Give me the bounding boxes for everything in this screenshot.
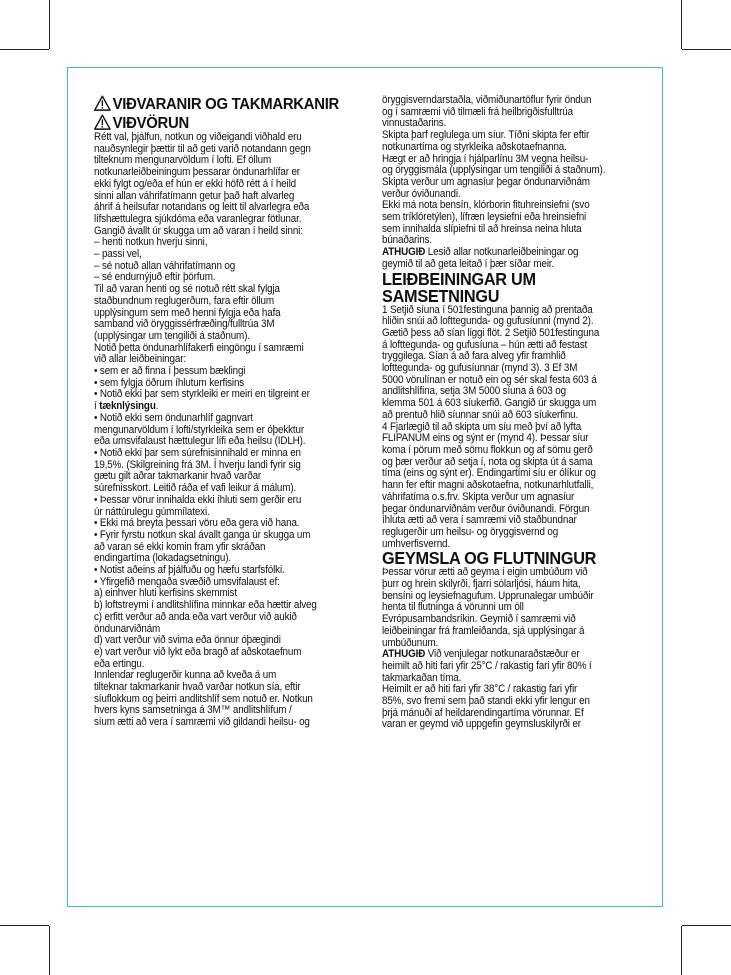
text-line: Ekki má nota bensín, klórborin fituhreinsiefni (svo — [382, 199, 590, 212]
text-line: þurr og hrein skilyrði, fjarri sólarljósi, háum hita, — [382, 578, 581, 591]
text-line: sem tríklóretýlen), lífræn leysiefni eða hreinsiefni — [382, 211, 587, 224]
text-line: umhverfisvernd. — [382, 537, 451, 550]
text-line: Evrópusambandsríkin. Geymið í samræmi við — [382, 613, 576, 626]
text-line: Þessar vörur ætti að geyma í eigin umbúðum við — [382, 566, 588, 579]
right-column — [382, 95, 644, 731]
text-line: öndunarviðnám — [94, 622, 161, 635]
text-line: • Notist aðeins af þjálfuðu og hæfu starfsfólki. — [94, 564, 285, 577]
storage-heading: GEYMSLA OG FLUTNINGUR — [382, 548, 597, 569]
text-line: geymið til að geta leitað í þær síðar meir. — [382, 257, 554, 270]
text-line: öryggisverndarstaðla, viðmiðunartöflur fyrir öndun — [382, 94, 592, 106]
text-line: verður óviðunandi. — [382, 187, 461, 200]
text-line: 19,5%. (Skilgreining frá 3M. Í hverju landi fyrir sig — [94, 458, 301, 471]
text-line: upplýsingum sem með henni fylgja eða hafa — [94, 306, 281, 319]
text-line: og í samræmi við tilmæli frá heilbrigðisfulltrúa — [382, 105, 573, 118]
assembly-body — [382, 305, 644, 551]
text-line: takmarkaðan tíma. — [382, 671, 462, 684]
text-line: Til að varan henti og sé notuð rétt skal fylgja — [94, 283, 280, 296]
text-line: á lofttegunda- og gufusíuna – hún ætti að festast — [382, 338, 588, 351]
text-line: klemma 501 á 603 síukerfið. Gangið úr skugga um — [382, 397, 597, 410]
text-line: tryggilega. Sían á að fara alveg yfir framhlið — [382, 350, 566, 363]
text-line: síuflokkum og þeirri andlitshlíf sem notuð er. Notkun — [94, 692, 313, 705]
text-line: 4 Fjarlægið til að skipta um síu með því að lyfta — [382, 420, 582, 433]
crop-mark — [49, 926, 50, 975]
text-line: áhrif á heilsufar notandans og leitt til alvarlegra eða — [94, 201, 310, 214]
text-line: • Notið ekki þar sem styrkleiki er meiri en tilgreint er — [94, 388, 310, 401]
crop-mark — [49, 0, 50, 49]
warning-icon — [94, 95, 111, 111]
left-column — [94, 95, 358, 729]
crop-mark — [681, 926, 682, 975]
text-line: d) vart verður við svima eða önnur óþægindi — [94, 634, 281, 647]
text-line: Innlendar reglugerðir kunna að kveða á um — [94, 669, 277, 682]
filters-body — [382, 95, 644, 271]
assembly-heading: LEIÐBEININGAR UM — [382, 268, 536, 289]
note-label: ATHUGIÐ — [382, 246, 426, 259]
text-line: a) einhver hluti kerfisins skemmist — [94, 587, 237, 600]
text-line: 85%, svo fremi sem það standi ekki yfir lengur en — [382, 695, 590, 708]
text-line: – sé notuð allan váhrifatímann og — [94, 259, 236, 272]
text-line: sem innihalda slípiefni til að hreinsa neina hluta — [382, 222, 582, 235]
bold-term: tæknlýsingu — [99, 400, 156, 413]
text-line: Notið þetta öndunarhlífakerfi eingöngu í samræmi — [94, 341, 304, 354]
text-line: Skipta þarf reglulega um síur. Tíðni skipta fer eftir — [382, 129, 590, 142]
warning-subheading: VIÐVÖRUN — [94, 114, 358, 133]
text-line: Heimilt er að hiti fari yfir 38°C / rakastig fari yfir — [382, 683, 578, 696]
text-line: notkunarleiðbeiningum þessarar öndunarhlífar er — [94, 166, 300, 179]
text-line: þrjá mánuði af heildarendingartíma vörunnar. Ef — [382, 706, 584, 719]
text-line: – henti notkun hverju sinni, — [94, 236, 208, 249]
note-line: ATHUGIÐ Við venjulegar notkunaraðstæður er — [382, 648, 580, 661]
text-line: síum ætti að vera í samræmi við gildandi heilsu- og — [94, 716, 310, 729]
warning-icon — [94, 114, 111, 130]
crop-mark — [0, 925, 49, 926]
text-line: Gætið þess að sían liggi flöt. 2 Setjið 501festinguna — [382, 326, 600, 339]
text-line: í tæknlýsingu. — [94, 400, 159, 413]
text-line: (upplýsingar um tengiliði á staðnum). — [94, 329, 250, 342]
text-line: hvers kyns samsetninga á 3M™ andlitshlífum / — [94, 704, 292, 717]
text-line: og þær verður að setja í, nota og skipta út á sama — [382, 455, 593, 468]
text-line: – passi vel, — [94, 248, 142, 261]
note-line: ATHUGIÐ Lesið allar notkunarleiðbeiningar og — [382, 246, 579, 259]
text-line: ekki fylgt og/eða ef hún er ekki höfð rétt á í heild — [94, 177, 296, 190]
text-line: þegar öndunarviðnám verður óviðunandi. Förgun — [382, 502, 590, 515]
text-line: Skipta verður um agnasíur þegar öndunarviðnám — [382, 175, 590, 188]
text-line: heimilt að hiti fari yfir 25°C / rakastig fari yfir 80% í — [382, 659, 592, 672]
note-label: ATHUGIÐ — [382, 648, 426, 661]
text-line: varan er geymd við uppgefin geymsluskilyrði er — [382, 718, 581, 731]
text-line: 5000 vörulínan er notuð ein og sér skal festa 603 á — [382, 373, 597, 386]
text-line: c) erfitt verður að anda eða vart verður við aukið — [94, 610, 297, 623]
text-line: eða ertingu. — [94, 657, 145, 670]
storage-body — [382, 567, 644, 731]
text-line: koma í pörum með sömu flokkun og af sömu gerð — [382, 443, 593, 456]
text-line: tilteknum mengunarvöldum í lofti. Ef öllum — [94, 154, 272, 167]
text-line: • sem fylgja öðrum íhlutum kerfisins — [94, 376, 245, 389]
text-line: b) loftstreymi í andlitshlífina minnkar eða hættir alveg — [94, 599, 317, 612]
text-line: e) vart verður við lykt eða bragð af aðskotaefnum — [94, 645, 302, 658]
text-line: vinnustaðarins. — [382, 117, 447, 130]
crop-mark — [0, 49, 49, 50]
text-line: gætu gilt aðrar takmarkanir hvað varðar — [94, 470, 262, 483]
text-line: súrefnisskort. Leitið ráða ef vafi leikur á málum). — [94, 482, 297, 495]
text-line: nauðsynlegir þættir til að geti varið notandann gegn — [94, 142, 311, 155]
text-line: bensíni og leysiefnagufum. Upprunalegar umbúðir — [382, 589, 594, 602]
text-line: umbúðunum. — [382, 636, 439, 649]
text-line: • Þessar vörur innihalda ekki íhluti sem gerðir eru — [94, 493, 302, 506]
text-line: lofttegunda- og gufusíunnar (mynd 3). 3 Ef 3M — [382, 362, 578, 375]
text-line: endingartíma (lokadagsetningu). — [94, 552, 231, 565]
text-line: lífshættulegra sjúkdóma eða varanlegrar fötlunar. — [94, 212, 302, 225]
text-line: íhluta ætti að vera í samræmi við staðbundnar — [382, 514, 577, 527]
text-line: Rétt val, þjálfun, notkun og viðeigandi viðhald eru — [94, 131, 302, 143]
text-line: váhrifatíma o.s.frv. Skipta verður um agnasíur — [382, 490, 575, 503]
text-line: tíma (eins og sýnt er). Endingartími síu er ólíkur og — [382, 467, 596, 480]
text-line: • Fyrir fyrstu notkun skal ávallt ganga úr skugga um — [94, 528, 311, 541]
crop-mark — [682, 49, 731, 50]
text-line: að prentuð hlið síunnar snúi að 603 síukerfinu. — [382, 408, 579, 421]
text-line: við allar leiðbeiningar: — [94, 353, 186, 366]
text-line: eða umsvifalaust hættulegur lífi eða heilsu (IDLH). — [94, 435, 306, 448]
text-line: úr náttúrulegu gúmmílatexi. — [94, 505, 210, 518]
warnings-body — [94, 132, 358, 729]
text-line: andlitshlífina, setja 3M 5000 síuna á 603 og — [382, 385, 566, 398]
text-line: henta til flutninga á vörunni um öll — [382, 601, 524, 614]
text-line: • sem er að finna í þessum bæklingi — [94, 365, 246, 378]
text-line: notkunartíma og styrkleika aðskotaefnanna. — [382, 140, 567, 153]
text-line: • Ekki má breyta þessari vöru eða gera við hana. — [94, 517, 300, 530]
text-line: staðbundnum reglugerðum, fara eftir öllum — [94, 294, 274, 307]
text-line: reglugerðir um heilsu- og öryggisvernd og — [382, 525, 559, 538]
text-line: Hægt er að hringja í hjálparlínu 3M vegna heilsu- — [382, 152, 589, 165]
text-line: og öryggismála (upplýsingar um tengiliði á staðnum). — [382, 164, 606, 177]
crop-mark — [682, 925, 731, 926]
text-line: hliðin snúi að lofttegunda- og gufusíunni (mynd 2). — [382, 315, 594, 328]
text-line: • Notið ekki þar sem súrefnisinnihald er minna en — [94, 446, 301, 459]
text-line: mengunarvöldum í lofti/styrkleika sem er óþekktur — [94, 423, 305, 436]
text-line: samband við öryggissérfræðing/fulltrúa 3M — [94, 318, 275, 331]
text-line: – sé endurnýjuð eftir þörfum. — [94, 271, 216, 284]
text-line: tilteknar takmarkanir hvað varðar notkun sía, eftir — [94, 681, 301, 694]
assembly-heading-2: SAMSETNINGU — [382, 285, 500, 306]
warnings-heading: VIÐVARANIR OG TAKMARKANIR — [94, 95, 358, 114]
text-line: • Yfirgefið mengaða svæðið umsvifalaust ef: — [94, 575, 280, 588]
crop-mark — [681, 0, 682, 49]
text-line: FLIPANUM eins og sýnt er (mynd 4). Þessar síur — [382, 432, 589, 445]
text-line: Gangið ávallt úr skugga um að varan í heild sinni: — [94, 224, 303, 237]
text-line: að varan sé ekki komin fram yfir skráðan — [94, 540, 266, 553]
text-line: • Notið ekki sem öndunarhlíf gagnvart — [94, 411, 253, 424]
text-line: hann fer eftir magni aðskotaefna, notkunarhlutfalli, — [382, 479, 594, 492]
text-line: búnaðarins. — [382, 234, 432, 247]
text-line: sinni allan váhrifatímann getur það haft alvarleg — [94, 189, 295, 202]
text-line: 1 Setjið síuna í 501festinguna þannig að prentaða — [382, 303, 593, 316]
text-line: leiðbeiningar frá framleiðanda, sjá upplýsingar á — [382, 624, 585, 637]
